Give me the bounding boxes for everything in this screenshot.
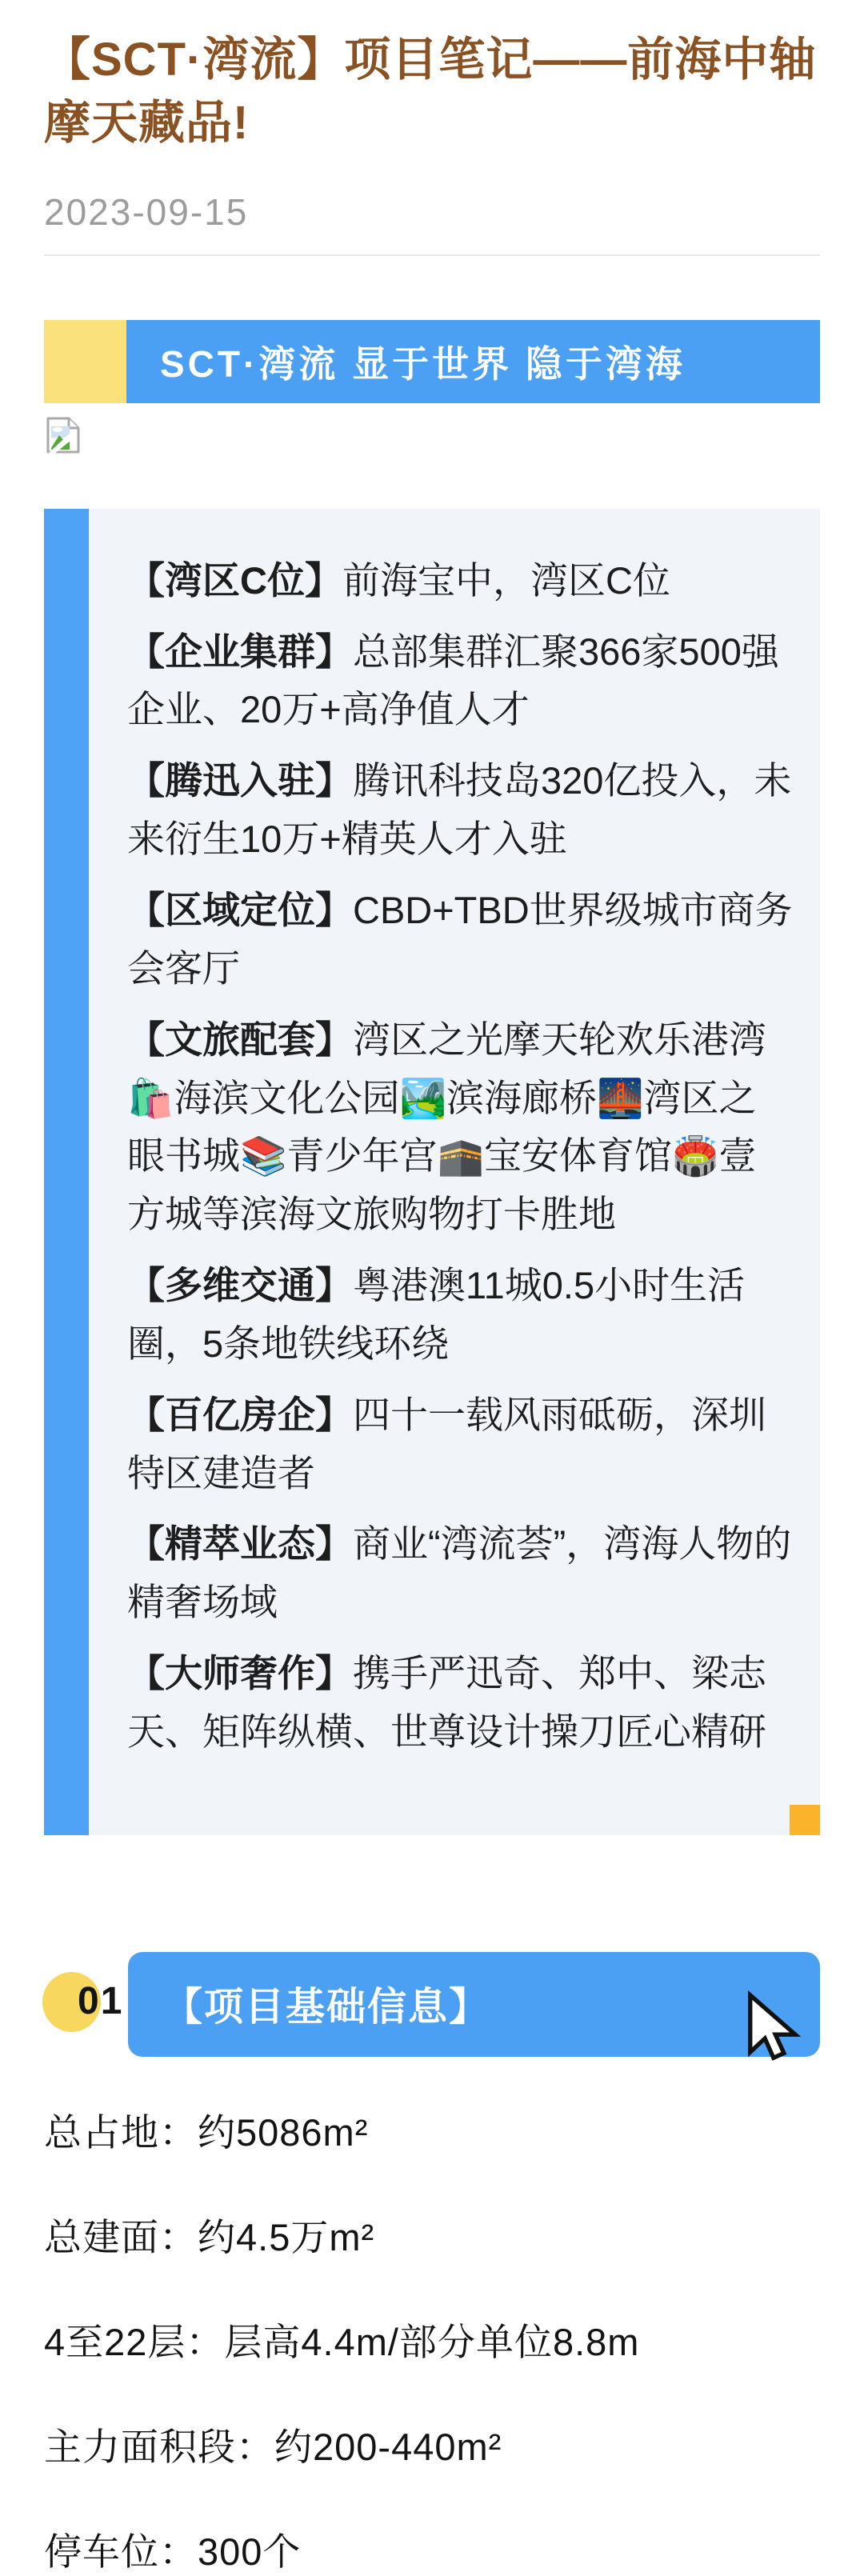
highlight-item [127, 623, 793, 740]
highlight-item [127, 1257, 793, 1374]
highlight-text: CBD+TBD世界级城市商务会客厅 [127, 888, 793, 990]
card-left-accent-bar [44, 509, 89, 1835]
highlight-label: 【企业集群】 [127, 630, 353, 673]
facts-list [44, 2103, 820, 2576]
fact-item: 总占地：约5086m² [44, 2110, 369, 2154]
fact-item: 4至22层：层高4.4m/部分单位8.8m [44, 2320, 640, 2363]
article-title: 【SCT·湾流】项目笔记——前海中轴 摩天藏品! [44, 34, 817, 149]
highlight-label: 【多维交通】 [127, 1264, 353, 1307]
cursor-arrow-icon [731, 1990, 807, 2066]
highlight-item [127, 1645, 793, 1762]
highlight-text: 粤港澳11城0.5小时生活圈，5条地铁线环绕 [127, 1264, 746, 1365]
highlight-text: 携手严迅奇、郑中、梁志天、矩阵纵横、世尊设计操刀匠心精研 [127, 1652, 766, 1753]
section-title-banner [128, 1952, 820, 2057]
hero-banner-text: SCT·湾流 显于世界 隐于湾海 [160, 342, 686, 385]
fact-item: 总建面：约4.5万m² [44, 2215, 375, 2258]
highlights-card [44, 509, 820, 1835]
section-number: 01 [78, 1979, 124, 2022]
highlight-text: 商业“湾流荟”，湾海人物的精奢场域 [127, 1522, 792, 1624]
highlight-label: 【大师奢作】 [127, 1652, 353, 1695]
highlight-text: 前海宝中，湾区C位 [342, 558, 670, 602]
hero-banner-yellow-block [44, 320, 126, 403]
card-corner-orange-block [790, 1805, 820, 1835]
section-title: 【项目基础信息】 [163, 1986, 490, 2030]
highlight-text: 总部集群汇聚366家500强企业、20万+高净值人才 [127, 630, 779, 731]
highlight-text: 腾讯科技岛320亿投入，未来衍生10万+精英人才入驻 [127, 759, 792, 861]
header-divider [44, 254, 820, 256]
highlight-label: 【文旅配套】 [127, 1018, 353, 1061]
highlights-list [89, 509, 820, 1835]
highlight-label: 【精萃业态】 [127, 1522, 353, 1566]
hero-banner-blue-block [126, 320, 820, 403]
highlight-item [127, 882, 793, 998]
highlight-text: 四十一载风雨砥砺，深圳特区建造者 [127, 1393, 766, 1494]
highlight-text: 湾区之光摩天轮欢乐港湾🛍️海滨文化公园🏞️滨海廊桥🌉湾区之眼书城📚青少年宫🕋宝安体育馆🏟️壹方城等滨海文旅购物打卡胜地 [127, 1018, 766, 1236]
article-page [0, 29, 864, 2576]
highlight-item [127, 1515, 793, 1632]
highlight-label: 【湾区C位】 [127, 558, 342, 602]
highlight-item [127, 752, 793, 869]
broken-image-icon [44, 416, 82, 454]
highlight-label: 【区域定位】 [127, 888, 353, 931]
highlight-label: 【腾迅入驻】 [127, 759, 353, 802]
highlight-item [127, 1386, 793, 1503]
fact-item: 主力面积段：约200-440m² [44, 2425, 502, 2468]
fact-item: 停车位：300个 [44, 2530, 302, 2573]
publish-date: 2023-09-15 [44, 190, 249, 233]
highlight-item [127, 552, 793, 610]
highlight-label: 【百亿房企】 [127, 1393, 353, 1436]
section-header [44, 1952, 820, 2057]
hero-banner [44, 320, 820, 403]
highlight-item [127, 1011, 793, 1244]
